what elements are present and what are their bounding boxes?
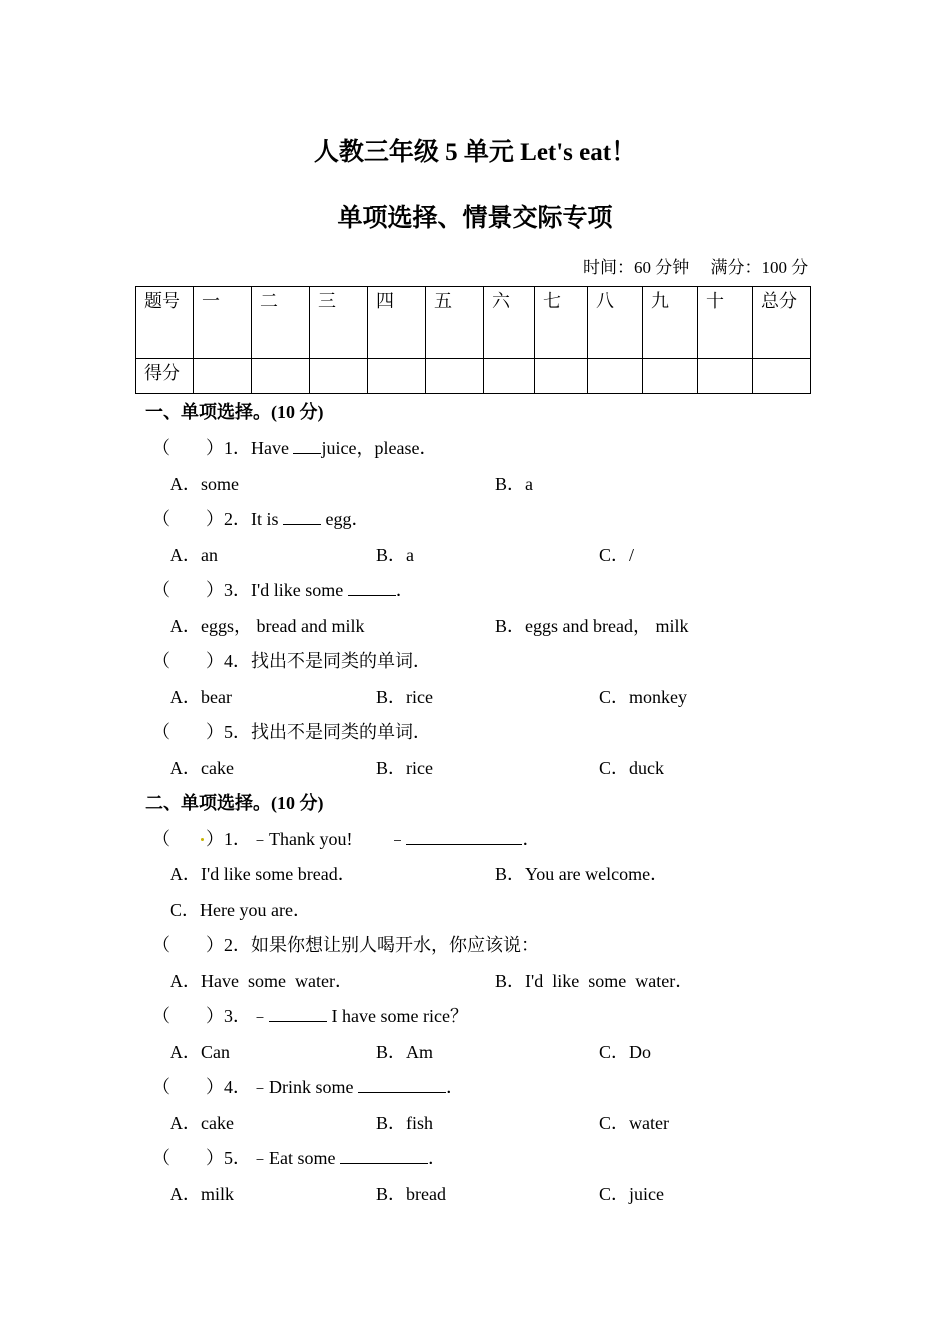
page-subtitle: 单项选择、情景交际专项 bbox=[337, 205, 613, 232]
option-a[interactable]: A．Have some water． bbox=[170, 971, 353, 991]
answer-paren-close: ） bbox=[206, 1006, 224, 1026]
option-a[interactable]: A．an bbox=[170, 545, 218, 565]
option-b[interactable]: B．a bbox=[376, 545, 414, 565]
question-1-1 bbox=[152, 434, 437, 460]
question-text-pre: ﹣Drink some bbox=[251, 1077, 358, 1097]
option-a[interactable]: A．cake bbox=[170, 1113, 234, 1133]
answer-paren-close: ） bbox=[206, 580, 224, 600]
question-text-post: ． bbox=[446, 1077, 464, 1097]
question-1-2 bbox=[152, 505, 370, 531]
score-table-header-row bbox=[136, 287, 811, 359]
question-1-3 bbox=[152, 576, 414, 602]
score-header-cell: 八 bbox=[588, 287, 643, 359]
answer-paren-open: （ bbox=[152, 1148, 170, 1168]
score-header-cell: 三 bbox=[310, 287, 368, 359]
score-cell[interactable] bbox=[194, 359, 252, 394]
option-b[interactable]: B．rice bbox=[376, 687, 433, 707]
answer-paren-close: ） bbox=[206, 829, 224, 849]
answer-paren-close: ） bbox=[206, 1077, 224, 1097]
option-b[interactable]: B．I'd like some water． bbox=[495, 971, 694, 991]
score-cell[interactable] bbox=[484, 359, 535, 394]
score-header-cell: 六 bbox=[484, 287, 535, 359]
option-c[interactable]: C．Here you are． bbox=[170, 900, 311, 920]
score-table bbox=[135, 286, 811, 394]
score-row-label: 得分 bbox=[136, 359, 194, 394]
fill-blank[interactable] bbox=[293, 439, 321, 454]
question-text: 如果你想让别人喝开水，你应该说： bbox=[251, 935, 539, 955]
option-b[interactable]: B．a bbox=[495, 474, 533, 494]
score-cell[interactable] bbox=[368, 359, 426, 394]
option-c[interactable]: C．juice bbox=[599, 1184, 664, 1204]
option-b[interactable]: B．rice bbox=[376, 758, 433, 778]
answer-paren-open: （ bbox=[152, 1006, 170, 1026]
answer-paren-close: ） bbox=[206, 651, 224, 671]
score-header-cell: 十 bbox=[698, 287, 753, 359]
question-text-post: juice，please． bbox=[321, 438, 438, 458]
answer-paren-close: ） bbox=[206, 509, 224, 529]
question-text-pre: ﹣Eat some bbox=[251, 1148, 340, 1168]
question-number: 4． bbox=[224, 1077, 251, 1097]
question-2-2 bbox=[152, 931, 539, 957]
score-cell[interactable] bbox=[753, 359, 811, 394]
question-1-5 bbox=[152, 718, 431, 744]
option-a[interactable]: A．bear bbox=[170, 687, 232, 707]
question-number: 2． bbox=[224, 935, 251, 955]
question-number: 5． bbox=[224, 722, 251, 742]
answer-paren-close: ） bbox=[206, 438, 224, 458]
question-number: 1． bbox=[224, 829, 251, 849]
question-number: 1． bbox=[224, 438, 251, 458]
score-header-cell: 五 bbox=[426, 287, 484, 359]
option-c[interactable]: C．water bbox=[599, 1113, 669, 1133]
question-text-post: egg． bbox=[321, 509, 370, 529]
section-1-heading: 一、单项选择。(10 分) bbox=[145, 402, 324, 422]
option-a[interactable]: A．Can bbox=[170, 1042, 230, 1062]
fill-blank[interactable] bbox=[340, 1149, 428, 1164]
option-a[interactable]: A．milk bbox=[170, 1184, 235, 1204]
option-a[interactable]: A．I'd like some bread． bbox=[170, 864, 356, 884]
option-c[interactable]: C．monkey bbox=[599, 687, 687, 707]
option-c[interactable]: C．duck bbox=[599, 758, 664, 778]
option-c[interactable]: C．Do bbox=[599, 1042, 652, 1062]
score-cell[interactable] bbox=[535, 359, 588, 394]
fill-blank[interactable] bbox=[348, 581, 396, 596]
score-header-cell: 四 bbox=[368, 287, 426, 359]
question-text-pre: ﹣Thank you! ﹣ bbox=[251, 829, 407, 849]
question-1-4 bbox=[152, 647, 431, 673]
option-c[interactable]: C．/ bbox=[599, 545, 635, 565]
question-text-pre: Have bbox=[251, 438, 294, 458]
question-2-4 bbox=[152, 1073, 464, 1099]
section-2-heading: 二、单项选择。(10 分) bbox=[145, 793, 324, 813]
question-text-pre: It is bbox=[251, 509, 284, 529]
answer-paren-close: ） bbox=[206, 1148, 224, 1168]
answer-paren-open: （ bbox=[152, 651, 170, 671]
score-table-score-row bbox=[136, 359, 811, 394]
score-cell[interactable] bbox=[310, 359, 368, 394]
option-b[interactable]: B．bread bbox=[376, 1184, 446, 1204]
question-number: 3． bbox=[224, 580, 251, 600]
question-text-post: ． bbox=[522, 829, 541, 849]
question-text-post: ． bbox=[427, 1148, 446, 1168]
option-a[interactable]: A．cake bbox=[170, 758, 234, 778]
time-score-info: 时间：60 分钟 满分：100 分 bbox=[583, 258, 809, 277]
option-b[interactable]: B．Am bbox=[376, 1042, 434, 1062]
score-cell[interactable] bbox=[588, 359, 643, 394]
option-b[interactable]: B．You are welcome． bbox=[495, 864, 669, 884]
score-cell[interactable] bbox=[643, 359, 698, 394]
fill-blank[interactable] bbox=[283, 510, 321, 525]
score-cell[interactable] bbox=[426, 359, 484, 394]
answer-paren-close: ） bbox=[206, 722, 224, 742]
fill-blank[interactable] bbox=[406, 830, 522, 845]
answer-paren-open: （ bbox=[152, 1077, 170, 1097]
answer-paren-open: （ bbox=[152, 509, 170, 529]
question-2-5 bbox=[152, 1144, 446, 1170]
score-header-cell: 七 bbox=[535, 287, 588, 359]
question-number: 3． bbox=[224, 1006, 251, 1026]
score-header-cell: 题号 bbox=[136, 287, 194, 359]
score-header-cell: 一 bbox=[194, 287, 252, 359]
question-2-1 bbox=[152, 825, 540, 851]
question-text: 找出不是同类的单词． bbox=[251, 722, 431, 742]
option-b[interactable]: B．fish bbox=[376, 1113, 434, 1133]
answer-paren-open: （ bbox=[152, 438, 170, 458]
question-number: 4． bbox=[224, 651, 251, 671]
fill-blank[interactable] bbox=[358, 1078, 446, 1093]
question-2-3 bbox=[152, 1002, 468, 1028]
question-number: 2． bbox=[224, 509, 251, 529]
answer-paren-open: （ bbox=[152, 829, 170, 849]
score-header-cell: 九 bbox=[643, 287, 698, 359]
question-text-post: I have some rice？ bbox=[327, 1006, 468, 1026]
answer-paren-open: （ bbox=[152, 580, 170, 600]
question-text-pre: I'd like some bbox=[251, 580, 348, 600]
question-text-post: ． bbox=[395, 580, 414, 600]
option-b[interactable]: B．eggs and bread， milk bbox=[495, 616, 689, 636]
option-a[interactable]: A．eggs， bread and milk bbox=[170, 616, 365, 636]
fill-blank[interactable] bbox=[269, 1007, 327, 1022]
score-cell[interactable] bbox=[252, 359, 310, 394]
answer-paren-open: （ bbox=[152, 722, 170, 742]
score-cell[interactable] bbox=[698, 359, 753, 394]
score-header-cell: 总分 bbox=[753, 287, 811, 359]
option-a[interactable]: A．some bbox=[170, 474, 239, 494]
answer-paren-close: ） bbox=[206, 935, 224, 955]
score-header-cell: 二 bbox=[252, 287, 310, 359]
question-number: 5． bbox=[224, 1148, 251, 1168]
answer-paren-open: （ bbox=[152, 935, 170, 955]
question-text: 找出不是同类的单词． bbox=[251, 651, 431, 671]
stray-dot bbox=[201, 838, 204, 841]
page-title: 人教三年级 5 单元 Let's eat！ bbox=[313, 139, 637, 166]
question-text-pre: ﹣ bbox=[251, 1006, 269, 1026]
